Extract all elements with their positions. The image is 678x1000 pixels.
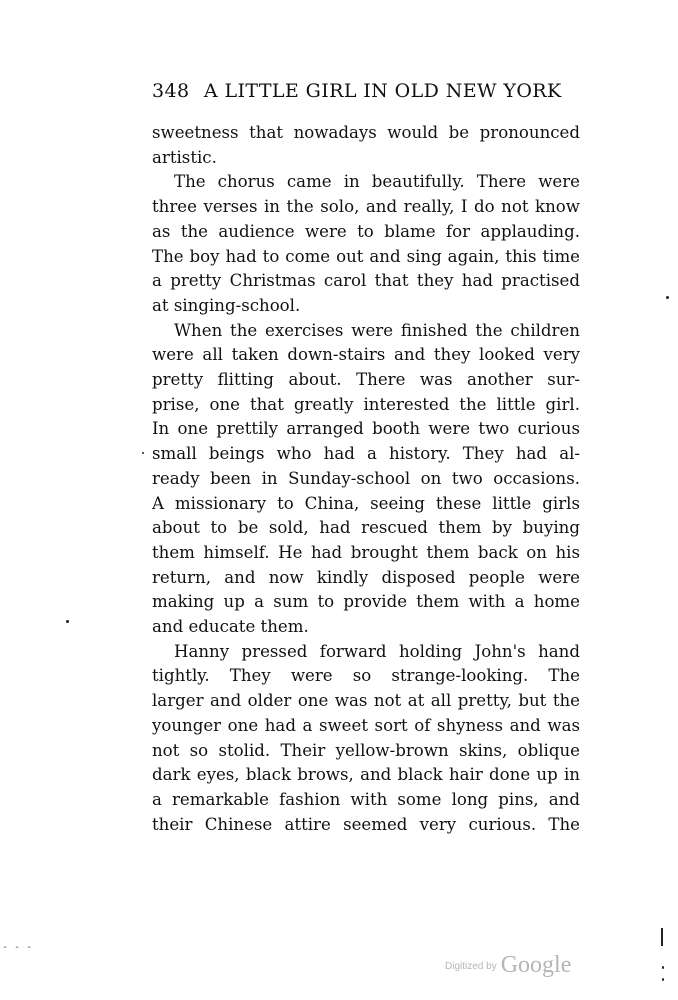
text-line: their Chinese attire seemed very curious. The xyxy=(152,814,580,834)
text-line: A missionary to China, seeing these little girls xyxy=(152,493,580,513)
running-title: A LITTLE GIRL IN OLD NEW YORK xyxy=(203,80,562,102)
text-line: larger and older one was not at all pretty, but the xyxy=(152,691,580,711)
text-line: small beings who had a history. They had al- xyxy=(152,444,580,464)
page-edge-mark xyxy=(661,928,666,946)
text-line: making up a sum to provide them with a home xyxy=(152,592,580,612)
paragraph xyxy=(152,640,580,838)
paragraph xyxy=(152,121,580,170)
text-line: Hanny pressed forward holding John's hand xyxy=(174,641,580,661)
text-line: not so stolid. Their yellow-brown skins, oblique xyxy=(152,740,580,760)
digitized-label: Digitized by xyxy=(445,961,497,972)
text-line: at singing-school. xyxy=(152,295,301,315)
text-line: about to be sold, had rescued them by buying xyxy=(152,518,580,538)
text-line: In one prettily arranged booth were two curious xyxy=(152,419,580,439)
scan-speck xyxy=(142,452,144,454)
text-line: sweetness that nowadays would be pronounced xyxy=(152,123,580,142)
text-line: The chorus came in beautifully. There were xyxy=(174,172,580,192)
text-line: return, and now kindly disposed people were xyxy=(152,567,580,587)
body-text xyxy=(152,121,580,837)
text-line: ready been in Sunday-school on two occasions. xyxy=(152,468,580,488)
text-line: were all taken down-stairs and they looked very xyxy=(152,345,580,365)
text-line: When the exercises were finished the children xyxy=(174,320,580,340)
text-line: artistic. xyxy=(152,147,217,167)
text-line: younger one had a sweet sort of shyness and was xyxy=(152,715,580,735)
text-line: dark eyes, black brows, and black hair done up in xyxy=(152,765,580,785)
digitization-watermark xyxy=(445,952,571,979)
running-header xyxy=(152,80,592,102)
scan-speck xyxy=(66,620,69,623)
text-line: as the audience were to blame for applauding. xyxy=(152,221,580,241)
scan-speck xyxy=(662,978,664,981)
page-number: 348 xyxy=(152,80,190,102)
text-line: a pretty Christmas carol that they had practised xyxy=(152,271,580,291)
scan-mark: - - - xyxy=(2,942,33,953)
text-line: three verses in the solo, and really, I do not know xyxy=(152,197,580,217)
text-line: a remarkable fashion with some long pins, and xyxy=(152,789,580,809)
text-line: tightly. They were so strange-looking. The xyxy=(152,666,580,686)
paragraph xyxy=(152,170,580,318)
text-line: The boy had to come out and sing again, this time xyxy=(152,246,580,266)
text-line: and educate them. xyxy=(152,617,309,637)
text-line: prise, one that greatly interested the little girl. xyxy=(152,394,580,414)
scan-speck xyxy=(662,966,664,969)
text-line: them himself. He had brought them back on his xyxy=(152,542,580,562)
google-logo-text: Google xyxy=(500,952,572,978)
text-line: pretty flitting about. There was another sur- xyxy=(152,370,580,390)
scan-speck xyxy=(666,296,669,299)
paragraph xyxy=(152,319,580,640)
